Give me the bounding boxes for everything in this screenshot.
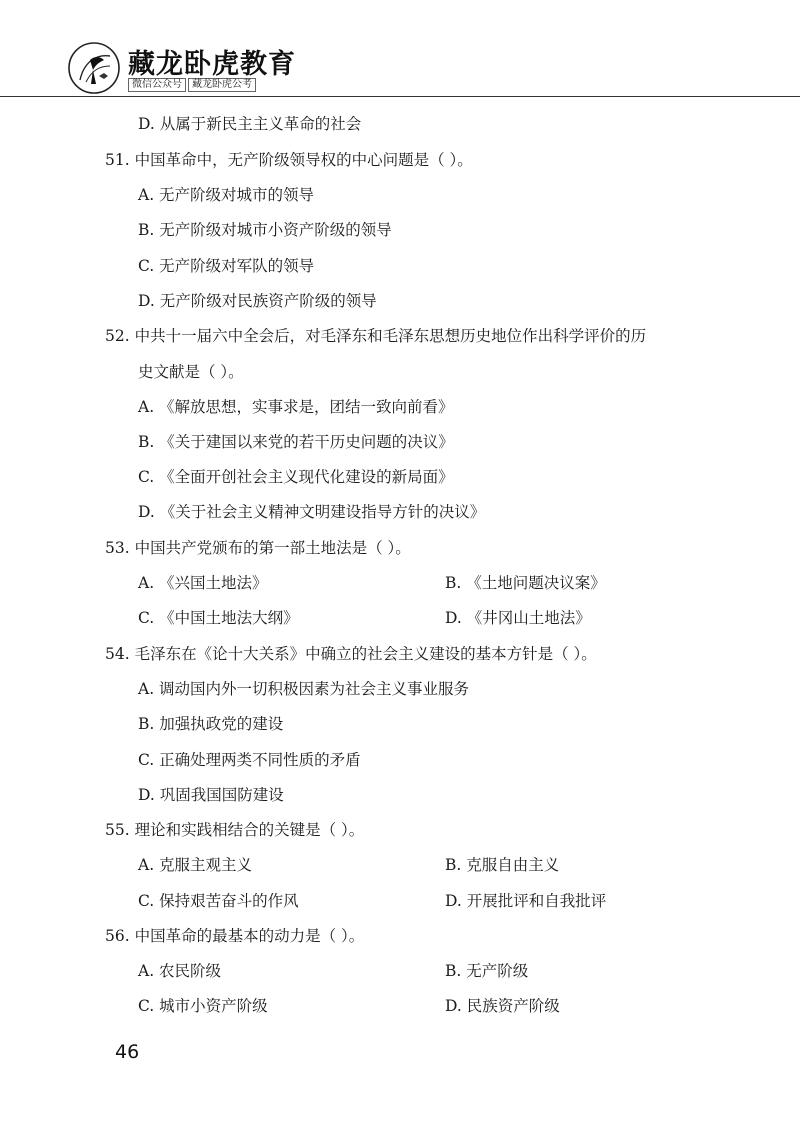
option-53-a: A. 《兴国土地法》 — [138, 574, 268, 592]
option-55-b: B. 克服自由主义 — [445, 856, 560, 874]
option-50-d: D. 从属于新民主主义革命的社会 — [138, 115, 362, 133]
option-52-a: A. 《解放思想，实事求是，团结一致向前看》 — [138, 398, 454, 416]
dragon-tiger-logo-icon — [66, 40, 122, 96]
account-label: 藏龙卧虎公考 — [188, 78, 256, 92]
page-header — [0, 0, 800, 100]
option-55-a: A. 克服主观主义 — [138, 856, 253, 874]
option-53-b: B. 《土地问题决议案》 — [445, 574, 606, 592]
question-52: 52. 中共十一届六中全会后，对毛泽东和毛泽东思想历史地位作出科学评价的历 — [105, 327, 647, 345]
option-53-d: D. 《井冈山土地法》 — [445, 609, 591, 627]
option-56-d: D. 民族资产阶级 — [445, 997, 560, 1015]
option-52-c: C. 《全面开创社会主义现代化建设的新局面》 — [138, 468, 454, 486]
header-divider — [0, 96, 800, 97]
option-54-c: C. 正确处理两类不同性质的矛盾 — [138, 751, 361, 769]
option-54-d: D. 巩固我国国防建设 — [138, 786, 284, 804]
option-51-b: B. 无产阶级对城市小资产阶级的领导 — [138, 221, 392, 239]
brand-title: 藏龙卧虎教育 — [128, 49, 296, 80]
option-54-a: A. 调动国内外一切积极因素为社会主义事业服务 — [138, 680, 470, 698]
option-51-d: D. 无产阶级对民族资产阶级的领导 — [138, 292, 377, 310]
option-52-b: B. 《关于建国以来党的若干历史问题的决议》 — [138, 433, 454, 451]
option-55-d: D. 开展批评和自我批评 — [445, 892, 607, 910]
question-51: 51. 中国革命中，无产阶级领导权的中心问题是（ ）。 — [105, 151, 473, 169]
option-56-a: A. 农民阶级 — [138, 962, 222, 980]
question-52-cont: 史文献是（ ）。 — [138, 363, 244, 381]
brand-subtitle — [128, 78, 258, 92]
page-number: 46 — [115, 1041, 140, 1063]
option-54-b: B. 加强执政党的建设 — [138, 715, 284, 733]
option-56-b: B. 无产阶级 — [445, 962, 529, 980]
question-54: 54. 毛泽东在《论十大关系》中确立的社会主义建设的基本方针是（ ）。 — [105, 645, 597, 663]
option-51-c: C. 无产阶级对军队的领导 — [138, 257, 315, 275]
option-52-d: D. 《关于社会主义精神文明建设指导方针的决议》 — [138, 503, 486, 521]
wechat-label: 微信公众号 — [128, 78, 186, 92]
option-53-c: C. 《中国土地法大纲》 — [138, 609, 299, 627]
option-56-c: C. 城市小资产阶级 — [138, 997, 268, 1015]
option-55-c: C. 保持艰苦奋斗的作风 — [138, 892, 299, 910]
question-53: 53. 中国共产党颁布的第一部土地法是（ ）。 — [105, 539, 411, 557]
option-51-a: A. 无产阶级对城市的领导 — [138, 186, 315, 204]
question-55: 55. 理论和实践相结合的关键是（ ）。 — [105, 821, 365, 839]
question-56: 56. 中国革命的最基本的动力是（ ）。 — [105, 927, 365, 945]
